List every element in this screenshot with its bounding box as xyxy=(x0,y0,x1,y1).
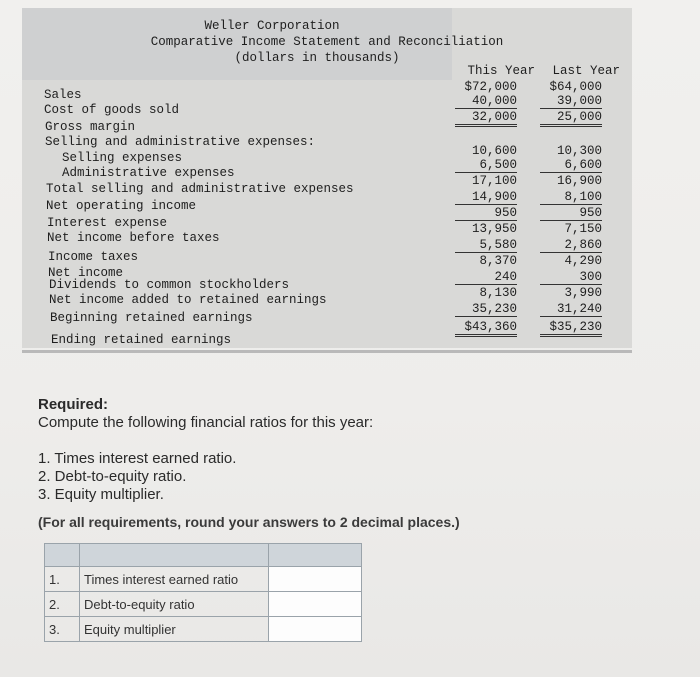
row-label: Net income added to retained earnings xyxy=(49,293,327,307)
required-item: 2. Debt-to-equity ratio. xyxy=(38,468,187,485)
value-this-year: 35,230 xyxy=(455,302,517,317)
statement-title: Comparative Income Statement and Reconciliation xyxy=(150,35,504,49)
row-label: Gross margin xyxy=(45,120,136,134)
value-this-year: 950 xyxy=(455,206,517,221)
row-number: 2. xyxy=(45,592,80,617)
value-last-year: 8,100 xyxy=(540,190,602,205)
row-label: Ending retained earnings xyxy=(51,333,232,347)
value-last-year: 7,150 xyxy=(564,222,602,236)
ratio-label: Equity multiplier xyxy=(80,617,269,642)
company-name: Weller Corporation xyxy=(204,19,340,33)
value-last-year: 39,000 xyxy=(540,94,602,109)
value-last-year: 25,000 xyxy=(540,110,602,127)
value-this-year: $72,000 xyxy=(464,80,517,94)
ratio-label: Debt-to-equity ratio xyxy=(80,592,269,617)
value-this-year: 5,580 xyxy=(455,238,517,253)
value-last-year: $64,000 xyxy=(549,80,602,94)
value-this-year: 6,500 xyxy=(455,158,517,173)
row-label: Selling expenses xyxy=(62,151,183,165)
times-interest-earned-input[interactable] xyxy=(269,567,362,592)
value-last-year: 6,600 xyxy=(540,158,602,173)
value-last-year: 31,240 xyxy=(540,302,602,317)
row-label: Net income before taxes xyxy=(47,231,220,245)
row-label: Interest expense xyxy=(47,216,168,230)
row-label: Net income xyxy=(48,266,124,280)
row-label: Dividends to common stockholders xyxy=(49,278,290,292)
table-row xyxy=(45,592,362,617)
value-this-year: 8,130 xyxy=(479,286,517,300)
statement-bottom-rule xyxy=(22,350,632,353)
required-instruction: Compute the following financial ratios for this year: xyxy=(38,414,374,431)
column-header-this-year: This Year xyxy=(467,64,535,78)
value-last-year: 2,860 xyxy=(540,238,602,253)
required-item: 1. Times interest earned ratio. xyxy=(38,450,237,467)
header-cell xyxy=(80,544,269,567)
value-this-year: 17,100 xyxy=(471,174,517,188)
value-this-year: 40,000 xyxy=(455,94,517,109)
value-last-year: 950 xyxy=(540,206,602,221)
ratio-label: Times interest earned ratio xyxy=(80,567,269,592)
row-label: Cost of goods sold xyxy=(44,103,180,117)
rounding-note: (For all requirements, round your answers to 2 decimal places.) xyxy=(38,514,460,530)
header-cell xyxy=(269,544,362,567)
row-label: Administrative expenses xyxy=(62,166,235,180)
debt-to-equity-input[interactable] xyxy=(269,592,362,617)
value-last-year: 4,290 xyxy=(564,254,602,268)
row-number: 1. xyxy=(45,567,80,592)
equity-multiplier-input[interactable] xyxy=(269,617,362,642)
row-label: Selling and administrative expenses: xyxy=(45,135,316,149)
row-label: Income taxes xyxy=(48,250,139,264)
row-label: Sales xyxy=(44,88,82,102)
value-this-year: 14,900 xyxy=(455,190,517,205)
answer-table xyxy=(44,543,362,642)
value-last-year: 3,990 xyxy=(564,286,602,300)
statement-subtitle: (dollars in thousands) xyxy=(234,51,400,65)
value-this-year: 10,600 xyxy=(471,144,517,158)
answer-table-header xyxy=(45,544,362,567)
row-label: Beginning retained earnings xyxy=(50,311,253,325)
value-this-year: 240 xyxy=(455,270,517,285)
row-label: Total selling and administrative expenses xyxy=(46,182,354,196)
table-row xyxy=(45,567,362,592)
value-last-year: 300 xyxy=(540,270,602,285)
income-statement xyxy=(22,8,632,348)
required-heading: Required: xyxy=(38,396,109,413)
row-number: 3. xyxy=(45,617,80,642)
required-item: 3. Equity multiplier. xyxy=(38,486,164,503)
table-row xyxy=(45,617,362,642)
value-last-year: 10,300 xyxy=(556,144,602,158)
header-cell xyxy=(45,544,80,567)
value-last-year: 16,900 xyxy=(556,174,602,188)
value-this-year: $43,360 xyxy=(455,320,517,337)
value-last-year: $35,230 xyxy=(540,320,602,337)
column-header-last-year: Last Year xyxy=(552,64,620,78)
value-this-year: 13,950 xyxy=(471,222,517,236)
value-this-year: 32,000 xyxy=(455,110,517,127)
value-this-year: 8,370 xyxy=(479,254,517,268)
row-label: Net operating income xyxy=(46,199,197,213)
